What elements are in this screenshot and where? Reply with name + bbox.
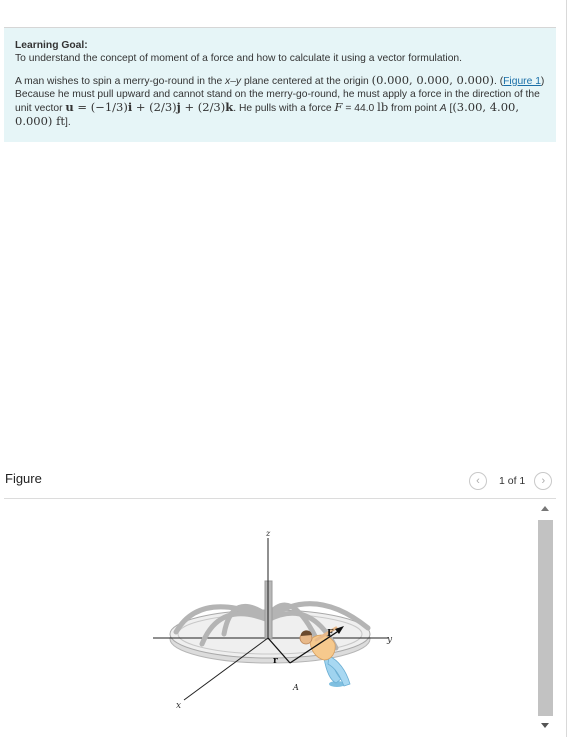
- problem-text-8: ].: [64, 117, 71, 128]
- u-term-2: + (2/3): [132, 100, 177, 114]
- force-label: F: [327, 629, 334, 639]
- problem-text-4: ) Because he must pull upward and cannot stand on the merry-go-round, he must apply a force in the direction of the unit vector: [15, 76, 545, 114]
- scroll-up-arrow-icon[interactable]: [541, 506, 549, 511]
- scroll-down-arrow-icon[interactable]: [541, 723, 549, 728]
- origin-coordinates: (0.000, 0.000, 0.000): [371, 73, 494, 87]
- problem-text-3: . (: [493, 76, 504, 87]
- figure-divider: [4, 498, 556, 499]
- y-axis-label: y: [387, 635, 393, 645]
- learning-goal-panel: [4, 28, 556, 142]
- figure-page-count: 1 of 1: [499, 475, 526, 487]
- prev-figure-button[interactable]: [469, 472, 487, 490]
- z-axis-label: z: [266, 529, 271, 538]
- figure-scrollbar[interactable]: [537, 502, 554, 737]
- problem-text-6: from point: [388, 103, 440, 114]
- u-term-1: = (−1/3): [73, 100, 128, 114]
- r-label: r: [273, 656, 278, 666]
- force-unit: lb: [377, 100, 389, 114]
- point-a-label: A: [293, 683, 299, 692]
- i-symbol: i: [127, 100, 133, 114]
- learning-goal-text: To understand the concept of moment of a force and how to calculate it using a vector formulation.: [15, 53, 463, 64]
- j-symbol: j: [176, 100, 181, 114]
- problem-text-2: plane centered at the origin: [241, 76, 372, 87]
- k-symbol: k: [225, 100, 234, 114]
- panel-right-border: [566, 0, 567, 737]
- u-term-3: + (2/3): [180, 100, 226, 114]
- merry-go-round-figure: [140, 520, 410, 715]
- problem-text-1: A man wishes to spin a merry-go-round in the: [15, 76, 226, 87]
- point-label: A: [439, 103, 447, 114]
- learning-goal-title: Learning Goal:: [15, 40, 88, 51]
- unit-vector-expression: [65, 100, 233, 114]
- force-expression: [335, 100, 343, 114]
- next-figure-button[interactable]: [534, 472, 552, 490]
- force-value: = 44.0: [342, 103, 378, 114]
- figure-pager: [469, 471, 552, 491]
- plane-label: x–y: [225, 76, 242, 87]
- problem-text-7: [: [446, 103, 453, 114]
- point-coordinates: (3.00, 4.00, 0.000) ft: [15, 100, 519, 128]
- u-symbol: u: [65, 100, 74, 114]
- figure-heading: Figure: [5, 471, 42, 486]
- problem-statement: [15, 74, 546, 129]
- chevron-right-icon: ›: [541, 475, 546, 487]
- chevron-left-icon: ‹: [476, 475, 480, 487]
- x-axis-label: x: [176, 701, 182, 711]
- scrollbar-thumb[interactable]: [538, 520, 553, 716]
- figure-1-link[interactable]: Figure 1: [503, 76, 541, 87]
- f-symbol: F: [334, 100, 343, 114]
- problem-text-5: . He pulls with a force: [233, 103, 335, 114]
